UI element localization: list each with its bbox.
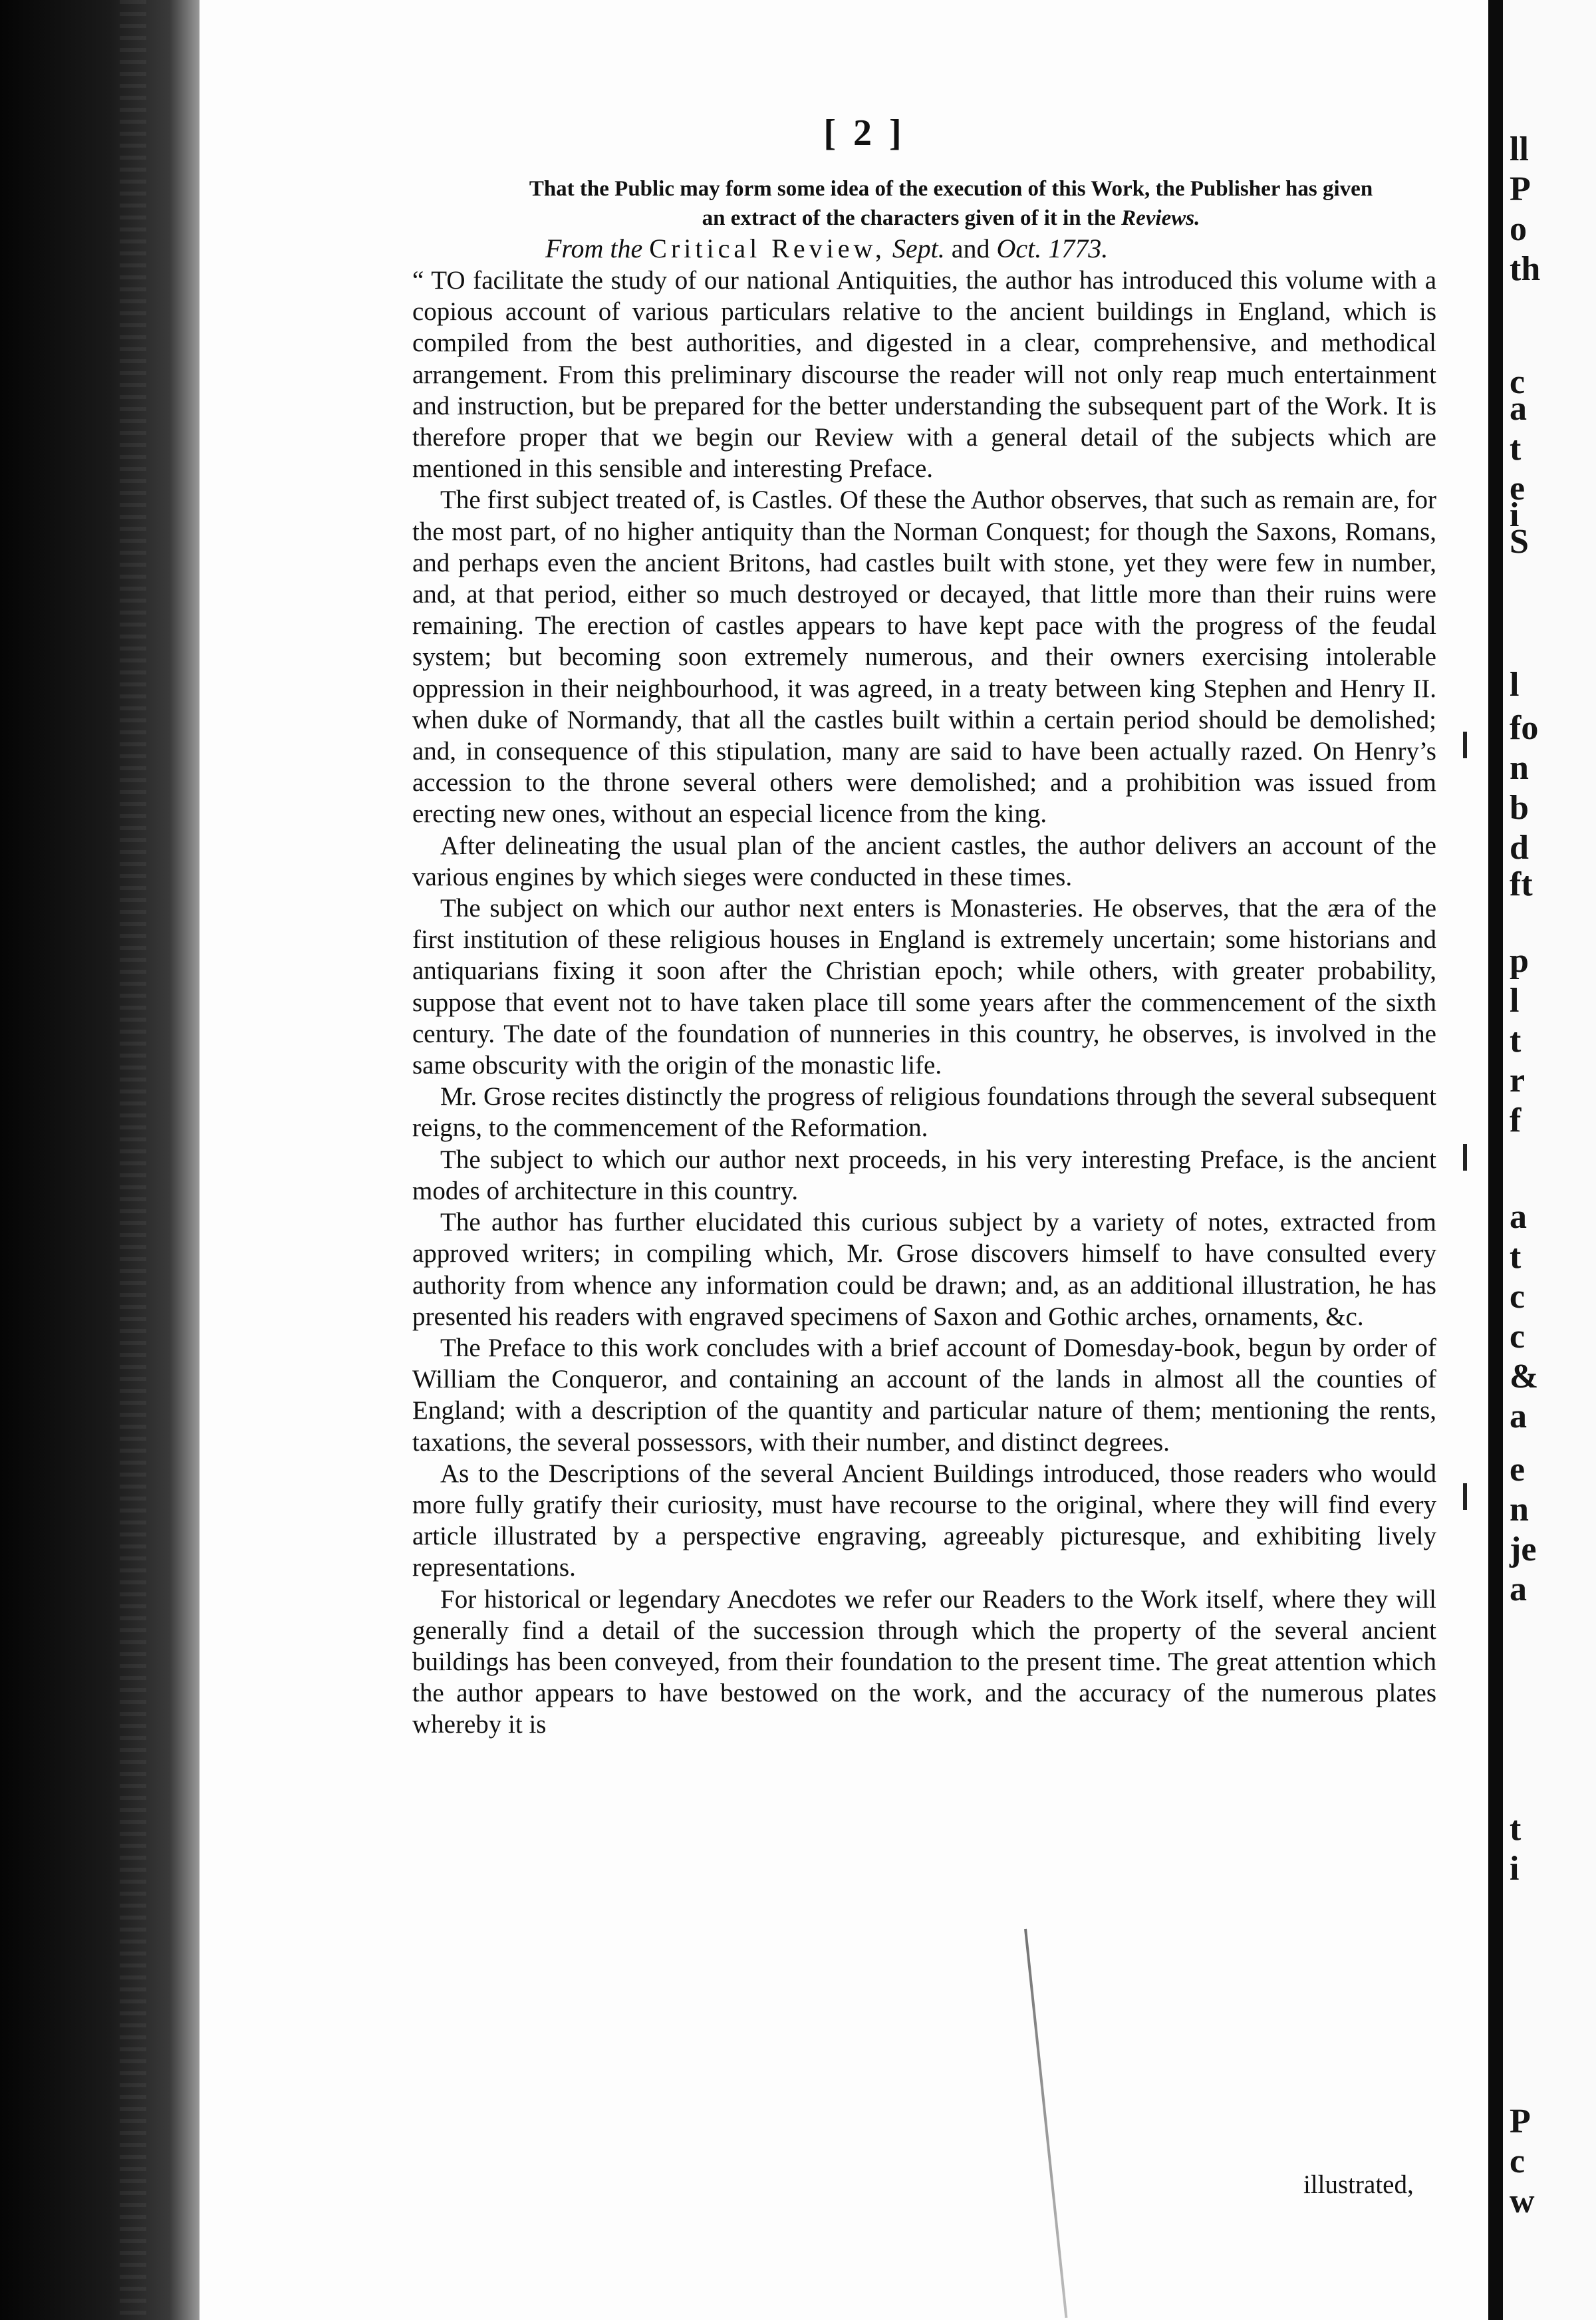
page-number: [ 2 ] bbox=[823, 112, 906, 154]
source-name: Critical Review, bbox=[649, 233, 886, 263]
facing-page-fragment: th bbox=[1510, 250, 1541, 288]
paragraph-domesday: The Preface to this work concludes with a brief account of Domesday-book, begun by order of William the Conqueror, and containing an account of the lands in almost all the counties of England; with a description of the quantity and particular nature of them; mentioning the rents, taxations, the several possessors, with their number, and distinct degrees. bbox=[412, 1333, 1436, 1457]
facing-page-fragment: c bbox=[1510, 1318, 1526, 1356]
facing-page-fragment: o bbox=[1510, 210, 1527, 248]
source-and: and bbox=[951, 233, 990, 263]
intro-reviews: Reviews. bbox=[1121, 206, 1200, 230]
paragraph-siege-engines: After delineating the usual plan of the ancient castles, the author delivers an account of the various engines by which sieges were conducted in these times. bbox=[412, 831, 1436, 891]
facing-page-fragment: f bbox=[1510, 1101, 1522, 1139]
facing-page-fragment: c bbox=[1510, 2142, 1526, 2180]
paragraph-monasteries: The subject on which our author next enters is Monasteries. He observes, that the æra of the first institution of these religious houses in England is extremely uncertain; some historians and antiquarians fixing it soon after the Christian epoch; while others, with greater probability, suppose that event not to have taken place till some years after the commencement of the sixth century. The date of the foundation of nunneries in this country, he observes, is involved in the same obscurity with the origin of the monastic life. bbox=[412, 894, 1436, 1080]
facing-page-fragment: a bbox=[1510, 1397, 1527, 1435]
facing-page-fragment: i bbox=[1510, 1850, 1520, 1888]
facing-page-fragment: S bbox=[1510, 523, 1529, 561]
facing-page-fragment: n bbox=[1510, 1491, 1529, 1528]
facing-page-fragment: a bbox=[1510, 1198, 1527, 1236]
paragraph-descriptions: As to the Descriptions of the several Ancient Buildings introduced, those readers who would more fully gratify their curiosity, must have recourse to the original, where they will find every article illustrated by a perspective engraving, agreeably picturesque, and exhibiting lively representations. bbox=[412, 1459, 1436, 1582]
facing-page-fragment: fo bbox=[1510, 709, 1539, 747]
facing-page-fragment: l bbox=[1510, 666, 1520, 704]
page-mark bbox=[1463, 1144, 1467, 1171]
facing-page-fragment: i bbox=[1510, 496, 1520, 534]
facing-page-fragment: P bbox=[1510, 170, 1531, 208]
facing-page-fragment: w bbox=[1510, 2182, 1535, 2220]
facing-page-fragment: a bbox=[1510, 390, 1527, 428]
facing-page-edge bbox=[1503, 0, 1596, 2320]
page-mark bbox=[1463, 1483, 1467, 1510]
facing-page-fragment: t bbox=[1510, 1022, 1522, 1060]
facing-page-fragment: e bbox=[1510, 470, 1526, 508]
facing-page-fragment: c bbox=[1510, 1278, 1526, 1316]
source-date: Oct. 1773. bbox=[996, 233, 1109, 263]
facing-page-fragment: t bbox=[1510, 1810, 1522, 1848]
facing-page-fragment: d bbox=[1510, 829, 1529, 867]
review-body bbox=[412, 265, 1436, 1741]
intro-line-1: That the Public may form some idea of the execution of this Work, the Publisher has given bbox=[529, 177, 1373, 201]
facing-page-fragment: ll bbox=[1510, 130, 1529, 168]
catchword: illustrated, bbox=[1303, 2170, 1414, 2199]
source-prefix: From the bbox=[545, 233, 643, 263]
intro-line-2 bbox=[458, 204, 1444, 233]
paragraph-anecdotes: For historical or legendary Anecdotes we refer our Readers to the Work itself, where they will generally find a detail of the succession through which the property of the several ancient buildings has been conveyed, from their foundation to the present time. The great attention which the author appears to have bestowed on the work, and the accuracy of the numerous plates whereby it is bbox=[412, 1584, 1436, 1739]
facing-page-fragment: b bbox=[1510, 789, 1529, 827]
intro-line-2-text: an extract of the characters given of it in the bbox=[702, 206, 1122, 230]
source-month: Sept. bbox=[892, 233, 945, 263]
facing-page-fragment: n bbox=[1510, 749, 1529, 787]
facing-page-fragment: a bbox=[1510, 1570, 1527, 1608]
book-gutter bbox=[1488, 0, 1503, 2320]
facing-page-fragment: t bbox=[1510, 430, 1522, 468]
facing-page-fragment: e bbox=[1510, 1451, 1526, 1489]
facing-page-fragment: P bbox=[1510, 2102, 1531, 2140]
facing-page-fragment: l bbox=[1510, 982, 1520, 1020]
book-binding-left bbox=[0, 0, 200, 2320]
page-mark bbox=[1463, 732, 1467, 758]
facing-page-fragment: t bbox=[1510, 1238, 1522, 1276]
facing-page-fragment: je bbox=[1510, 1530, 1537, 1568]
paragraph-notes: The author has further elucidated this curious subject by a variety of notes, extracted from approved writers; in compiling which, Mr. Grose discovers himself to have consulted every authority from whence any information could be drawn; and, as an additional illustration, he has presented his readers with engraved specimens of Saxon and Gothic arches, ornaments, &c. bbox=[412, 1208, 1436, 1331]
paragraph-castles: The first subject treated of, is Castles. Of these the Author observes, that such as remain are, for the most part, of no higher antiquity than the Norman Conquest; for though the Saxons, Romans, and perhaps even the ancient Britons, had castles built with stone, yet they were few in number, and, at that period, either so much destroyed or decayed, that little more than their ruins were remaining. The erection of castles appears to have kept pace with the progress of the feudal system; but becoming soon extremely numerous, and their owners exercising intolerable oppression in their neighbourhood, it was agreed, in a treaty between king Stephen and Henry II. when duke of Normandy, that all the castles built within a certain period should be demolished; and, in consequence of this stipulation, many are said to have been actually razed. On Henry’s accession to the throne several others were demolished; and a prohibition was issued from erecting new ones, without an especial licence from the king. bbox=[412, 486, 1436, 829]
paragraph-religious-foundations: Mr. Grose recites distinctly the progress of religious foundations through the several subsequent reigns, to the commencement of the Reformation. bbox=[412, 1082, 1436, 1143]
facing-page-fragment: c bbox=[1510, 363, 1526, 401]
facing-page-fragment: p bbox=[1510, 942, 1529, 980]
facing-page-fragment: & bbox=[1510, 1358, 1539, 1395]
facing-page-fragment: r bbox=[1510, 1062, 1526, 1099]
paragraph-architecture: The subject to which our author next proceeds, in his very interesting Preface, is the ancient modes of architecture in this country. bbox=[412, 1145, 1436, 1205]
review-source-heading bbox=[545, 233, 1108, 264]
publisher-intro bbox=[458, 174, 1444, 233]
paragraph-intro: “ TO facilitate the study of our national Antiquities, the author has introduced this volume with a copious account of various particulars relative to the ancient buildings in England, which is compiled from the best authorities, and digested in a clear, comprehensive, and methodical arrangement. From this preliminary discourse the reader will not only reap much entertainment and instruction, but be prepared for the better understanding the subsequent part of the Work. It is therefore proper that we begin our Review with a general detail of the subjects which are mentioned in this sensible and interesting Preface. bbox=[412, 266, 1436, 484]
facing-page-fragment: ft bbox=[1510, 865, 1533, 903]
